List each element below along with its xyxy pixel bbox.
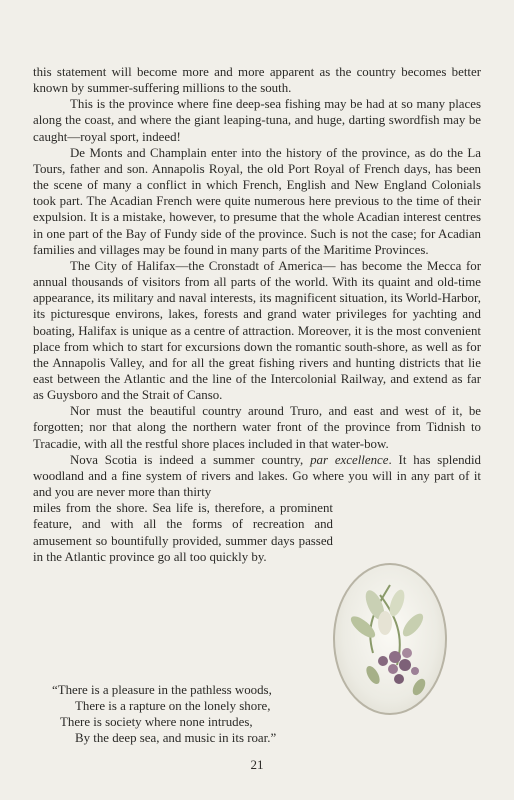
poem-line: By the deep sea, and music in its roar.” <box>75 731 277 746</box>
flower-bouquet-icon <box>335 565 445 713</box>
body-text <box>33 64 481 565</box>
paragraph-truro: Nor must the beautiful country around Truro, and east and west of it, be forgotten; nor that along the northern water front of the province from Tidnish to Tracadie, with all the restful shore places included in that water-bow. <box>33 404 481 451</box>
paragraph-fishing: This is the province where fine deep-sea fishing may be had at so many places along the coast, and where the giant leaping-tuna, and huge, darting swordfish may be caught—royal sport, indeed! <box>33 97 481 144</box>
poem-line: There is society where none intrudes, <box>60 715 253 730</box>
italic-phrase: par excellence <box>310 452 389 467</box>
paragraph-history: De Monts and Champlain enter into the history of the province, as do the La Tours, father and son. Annapolis Royal, the old Port Royal of French days, has been the scene of many a conflict in which French, English and New England Colonials took part. The Acadian French were quite numerous here previous to the time of their expulsion. It is a mistake, however, to presume that the whole Acadian interest centres in one part of the Bay of Fundy side of the province. Such is not the case; for Acadian families and villages may be found in many parts of the Maritime Provinces. <box>33 145 481 257</box>
floral-oval-illustration <box>333 563 447 715</box>
page-number: 21 <box>250 757 264 772</box>
poem-quote <box>33 682 343 746</box>
paragraph-summer-continued: miles from the shore. Sea life is, therefore, a prominent feature, and with all the forms of recreation and amusement so bountifully provided, summer days passed in the Atlantic province go all too quickly by. <box>33 501 333 564</box>
paragraph-continued: this statement will become more and more apparent as the country becomes better known by summer-suffering millions to the south. <box>33 65 481 96</box>
summer-text-start: Nova Scotia is indeed a summer country, <box>70 452 311 467</box>
poem-line: “There is a pleasure in the pathless woods, <box>52 683 272 697</box>
paragraph-halifax: The City of Halifax—the Cronstadt of America— has become the Mecca for annual thousands of visitors from all parts of the world. With its quaint and old-time appearance, its military and naval interests, its magnificent situation, its World-Harbor, its picturesque environs, lakes, forests and grand water privileges for yachting and boating, Halifax is unique as a centre of attraction. Moreover, it is the most convenient place from which to start for excursions down the romantic south-shore, as well as for the Annapolis Valley, and for all the great fishing rivers and hunting districts that lie east between the Atlantic and the line of the Intercolonial Railway, and extend as far as Guysboro and the Strait of Canso. <box>33 258 481 403</box>
summer-text-middle: . It has splendid woodland and a fine system of rivers and lakes. Go where you will in any part of it and you are never more than thirty <box>33 452 481 500</box>
poem-line: There is a rapture on the lonely shore, <box>75 699 271 714</box>
paragraph-summer-country <box>33 452 481 500</box>
